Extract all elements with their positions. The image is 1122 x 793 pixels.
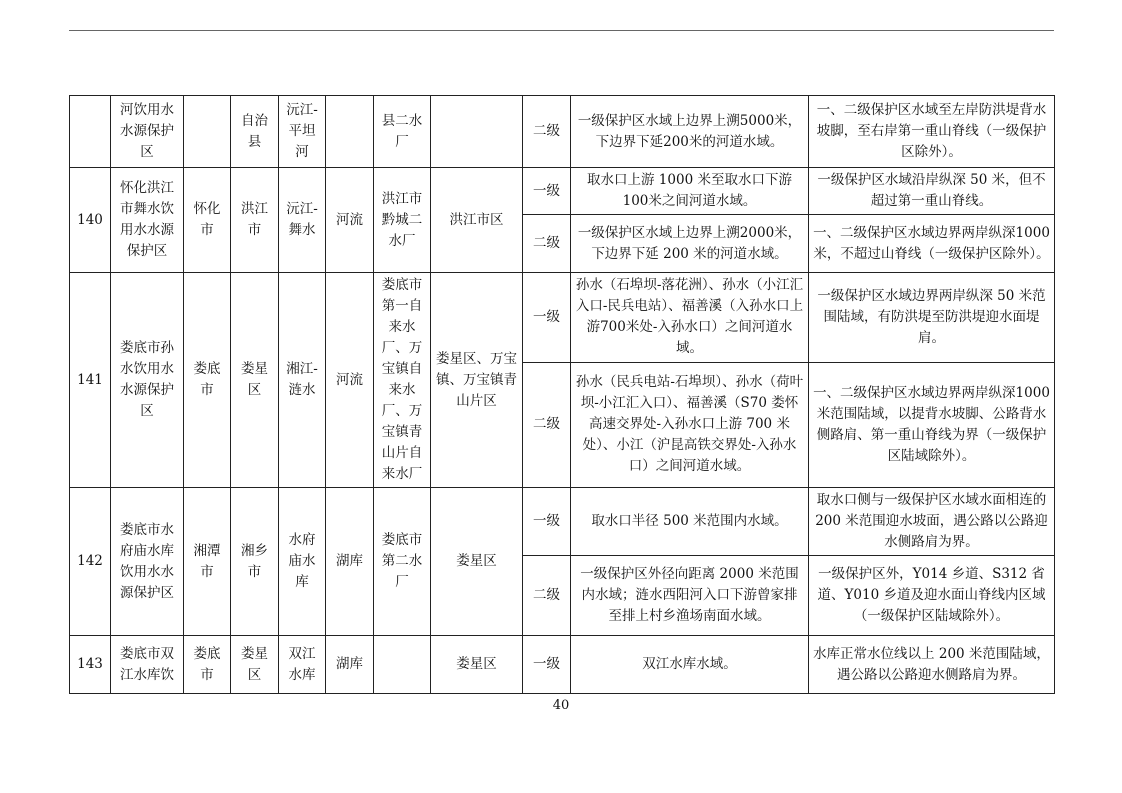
protection-zone-name: 娄底市水府庙水库饮用水水源保护区	[111, 488, 184, 636]
land-area-range: 取水口侧与一级保护区水域水面相连的 200 米范围迎水坡面，遇公路以公路迎水侧路肩为界。	[809, 488, 1055, 556]
county-cell: 娄星区	[231, 273, 279, 488]
row-number: 141	[70, 273, 111, 488]
table-row	[70, 273, 1055, 363]
service-area-cell: 娄星区、万宝镇、万宝镇青山片区	[431, 273, 523, 488]
protection-zone-name: 怀化洪江市舞水饮用水水源保护区	[111, 168, 184, 273]
water-area-range: 孙水（民兵电站-石埠坝）、孙水（荷叶坝-小江汇入口）、福善溪（S70 娄怀高速交界处-入孙水口上游 700 米处）、小江（沪昆高铁交界处-入孙水口）之间河道水域。	[571, 362, 809, 487]
land-area-range: 一级保护区外，Y014 乡道、S312 省道、Y010 乡道及迎水面山脊线内区域（一级保护区陆域除外）。	[809, 556, 1055, 636]
land-area-range: 一、二级保护区水域边界两岸纵深1000 米，不超过山脊线（一级保护区除外）。	[809, 215, 1055, 273]
city-cell: 湘潭市	[184, 488, 231, 636]
table-row	[70, 636, 1055, 694]
service-area-cell	[431, 96, 523, 168]
water-body-cell: 水府庙水库	[279, 488, 326, 636]
protection-zone-name: 河饮用水水源保护区	[111, 96, 184, 168]
water-area-range: 一级保护区水域上边界上溯5000米，下边界下延200米的河道水域。	[571, 96, 809, 168]
protection-zone-name: 娄底市孙水饮用水水源保护区	[111, 273, 184, 488]
table-row	[70, 488, 1055, 556]
protection-grade: 一级	[523, 168, 571, 215]
water-plant-cell: 洪江市黔城二水厂	[374, 168, 431, 273]
water-body-cell: 沅江-舞水	[279, 168, 326, 273]
protection-grade: 二级	[523, 215, 571, 273]
county-cell: 娄星区	[231, 636, 279, 694]
water-type-cell: 河流	[326, 168, 374, 273]
city-cell: 娄底市	[184, 636, 231, 694]
water-type-cell: 湖库	[326, 488, 374, 636]
row-number: 140	[70, 168, 111, 273]
header-rule	[69, 30, 1054, 31]
water-plant-cell: 县二水厂	[374, 96, 431, 168]
row-number: 143	[70, 636, 111, 694]
water-area-range: 一级保护区水域上边界上溯2000米，下边界下延 200 米的河道水域。	[571, 215, 809, 273]
water-type-cell: 河流	[326, 273, 374, 488]
row-number: 142	[70, 488, 111, 636]
protection-zone-name: 娄底市双江水库饮	[111, 636, 184, 694]
page-number: 40	[552, 698, 570, 713]
county-cell: 洪江市	[231, 168, 279, 273]
water-area-range: 双江水库水域。	[571, 636, 809, 694]
protection-grade: 二级	[523, 556, 571, 636]
protection-grade: 一级	[523, 488, 571, 556]
row-number	[70, 96, 111, 168]
land-area-range: 一、二级保护区水域边界两岸纵深1000 米范围陆域，以提背水坡脚、公路背水侧路肩、第一重山脊线为界（一级保护区陆域除外）。	[809, 362, 1055, 487]
service-area-cell: 娄星区	[431, 488, 523, 636]
water-area-range: 一级保护区外径向距离 2000 米范围内水域；涟水西阳河入口下游曾家排至排上村乡渔场南面水域。	[571, 556, 809, 636]
land-area-range: 一、二级保护区水域至左岸防洪堤背水坡脚，至右岸第一重山脊线（一级保护区除外）。	[809, 96, 1055, 168]
county-cell: 自治县	[231, 96, 279, 168]
protection-grade: 一级	[523, 636, 571, 694]
water-body-cell: 双江水库	[279, 636, 326, 694]
water-plant-cell: 娄底市第二水厂	[374, 488, 431, 636]
water-area-range: 取水口上游 1000 米至取水口下游100米之间河道水域。	[571, 168, 809, 215]
service-area-cell: 娄星区	[431, 636, 523, 694]
protection-grade: 二级	[523, 96, 571, 168]
water-area-range: 孙水（石埠坝-落花洲）、孙水（小江汇入口-民兵电站）、福善溪（入孙水口上游700米处-入孙水口）之间河道水域。	[571, 273, 809, 363]
water-area-range: 取水口半径 500 米范围内水域。	[571, 488, 809, 556]
protection-grade: 一级	[523, 273, 571, 363]
water-body-cell: 沅江-平坦河	[279, 96, 326, 168]
land-area-range: 一级保护区水域沿岸纵深 50 米，但不超过第一重山脊线。	[809, 168, 1055, 215]
water-source-table	[69, 95, 1055, 694]
table-row	[70, 168, 1055, 215]
land-area-range: 水库正常水位线以上 200 米范围陆域，遇公路以公路迎水侧路肩为界。	[809, 636, 1055, 694]
water-body-cell: 湘江-涟水	[279, 273, 326, 488]
city-cell	[184, 96, 231, 168]
protection-grade: 二级	[523, 362, 571, 487]
county-cell: 湘乡市	[231, 488, 279, 636]
water-type-cell	[326, 96, 374, 168]
table-row	[70, 96, 1055, 168]
land-area-range: 一级保护区水域边界两岸纵深 50 米范围陆域，有防洪堤至防洪堤迎水面堤肩。	[809, 273, 1055, 363]
water-type-cell: 湖库	[326, 636, 374, 694]
water-plant-cell: 娄底市第一自来水厂、万宝镇自来水厂、万宝镇青山片自来水厂	[374, 273, 431, 488]
service-area-cell: 洪江市区	[431, 168, 523, 273]
city-cell: 怀化市	[184, 168, 231, 273]
water-plant-cell	[374, 636, 431, 694]
city-cell: 娄底市	[184, 273, 231, 488]
